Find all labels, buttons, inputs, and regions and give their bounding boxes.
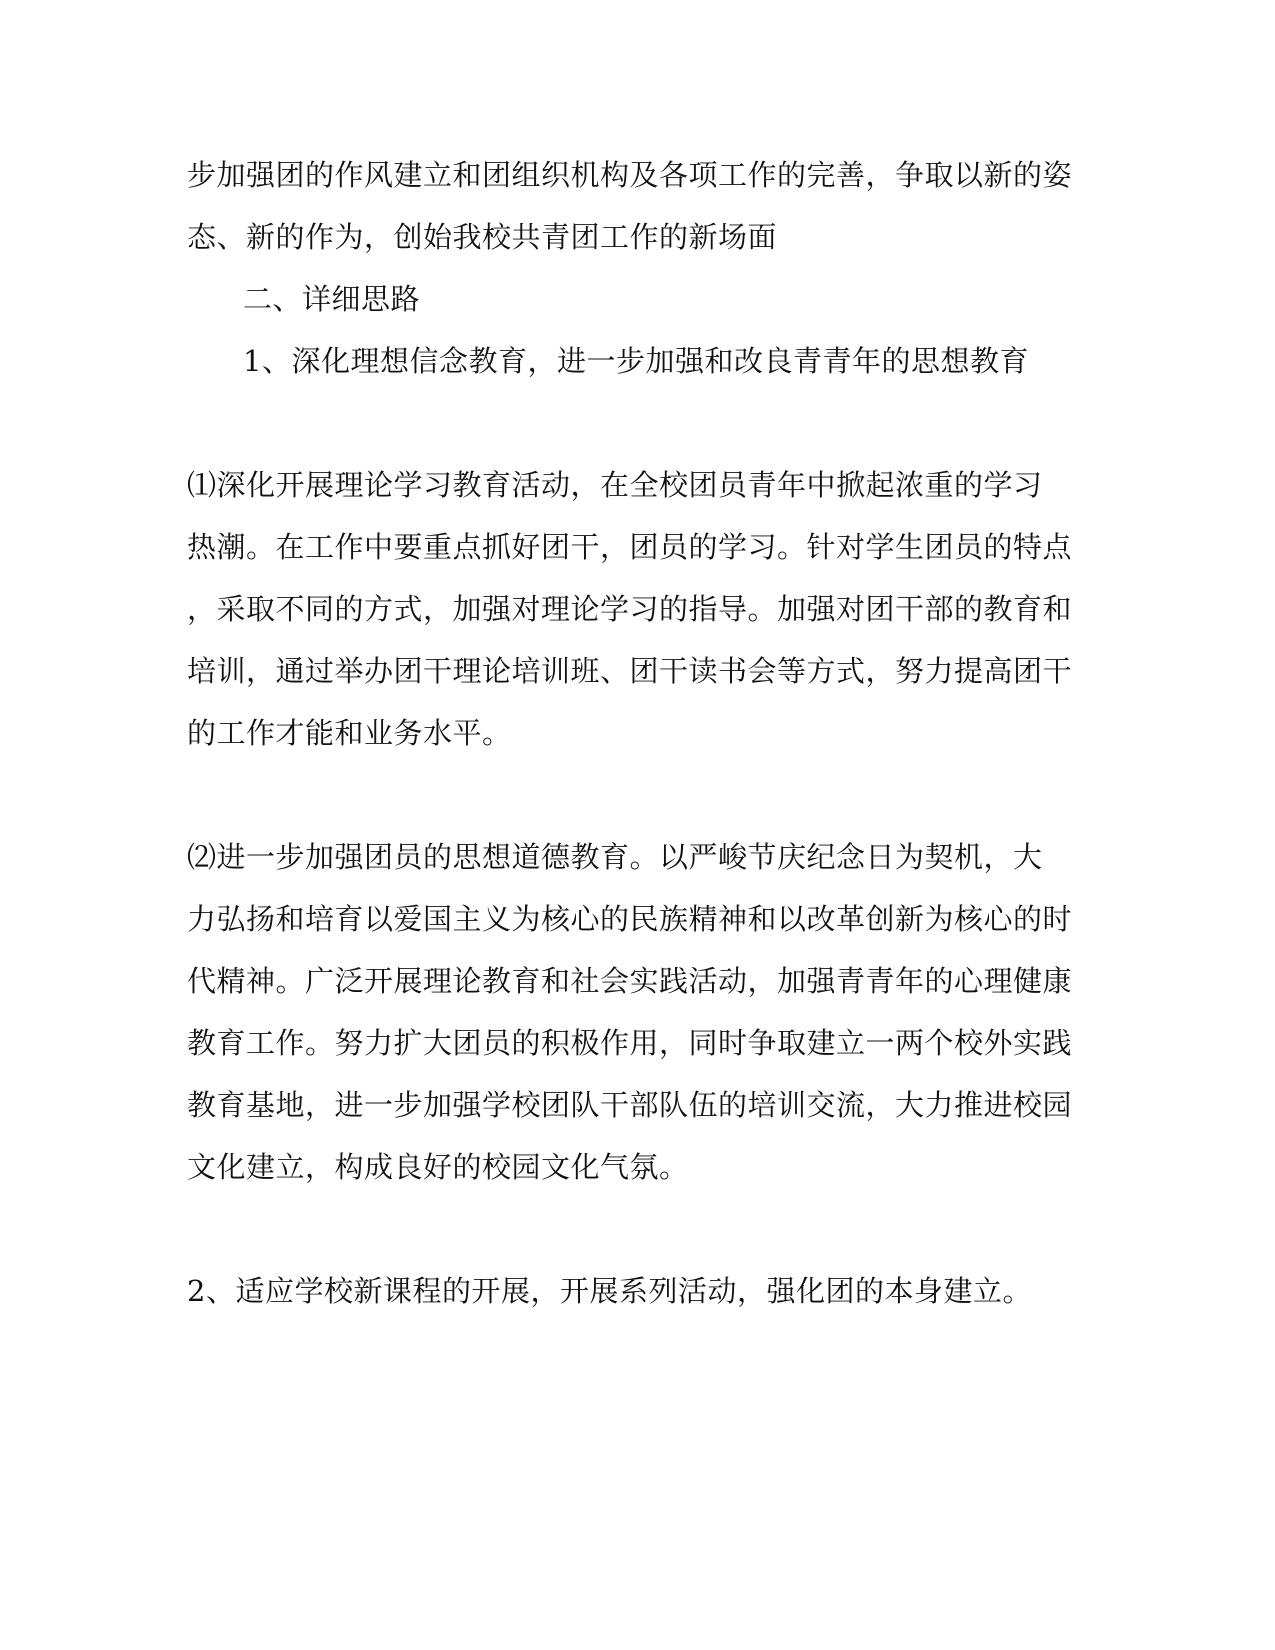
paragraph-line: ⑴深化开展理论学习教育活动，在全校团员青年中掀起浓重的学习 (187, 468, 1043, 502)
paragraph-line: 代精神。广泛开展理论教育和社会实践活动，加强青青年的心理健康 (187, 964, 1073, 998)
paragraph-line: 教育基地，进一步加强学校团队干部队伍的培训交流，大力推进校园 (187, 1088, 1073, 1122)
paragraph-line: 的工作才能和业务水平。 (187, 716, 512, 750)
paragraph-line: 力弘扬和培育以爱国主义为核心的民族精神和以改革创新为核心的时 (187, 902, 1073, 936)
subsection-heading: 1、深化理想信念教育，进一步加强和改良青青年的思想教育 (243, 344, 1029, 378)
paragraph-line: 教育工作。努力扩大团员的积极作用，同时争取建立一两个校外实践 (187, 1026, 1073, 1060)
paragraph-line: ⑵进一步加强团员的思想道德教育。以严峻节庆纪念日为契机，大 (187, 840, 1043, 874)
paragraph-line: 热潮。在工作中要重点抓好团干，团员的学习。针对学生团员的特点 (187, 530, 1073, 564)
section-heading: 二、详细思路 (243, 282, 421, 316)
paragraph-line: 文化建立，构成良好的校园文化气氛。 (187, 1150, 689, 1184)
subsection-heading: 2、适应学校新课程的开展，开展系列活动，强化团的本身建立。 (187, 1274, 1032, 1308)
paragraph-line: 培训，通过举办团干理论培训班、团干读书会等方式，努力提高团干 (187, 654, 1073, 688)
paragraph-line: 态、新的作为，创始我校共青团工作的新场面 (187, 220, 778, 254)
paragraph-line: ，采取不同的方式，加强对理论学习的指导。加强对团干部的教育和 (187, 592, 1073, 626)
paragraph-line: 步加强团的作风建立和团组织机构及各项工作的完善，争取以新的姿 (187, 158, 1073, 192)
